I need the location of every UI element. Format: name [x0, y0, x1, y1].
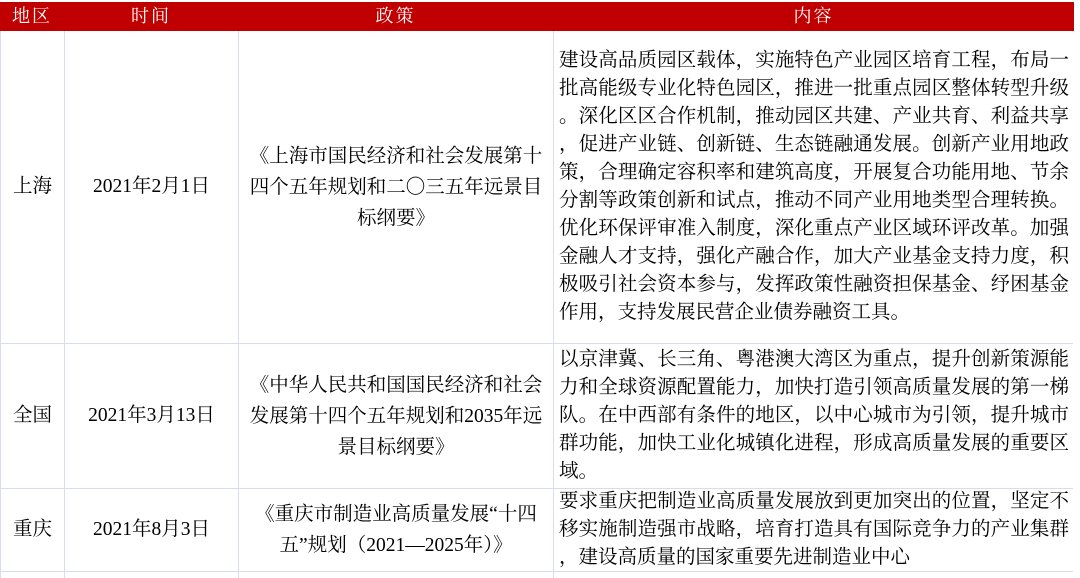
partial-next-row: [1, 572, 1073, 578]
content-cell: [554, 572, 1073, 578]
region-cell: [1, 572, 65, 578]
table-row-chongqing: [1, 489, 1073, 572]
header-cell-date: 时间: [131, 6, 171, 26]
header-cell-content: 内容: [793, 6, 834, 26]
region-cell: 全国: [1, 344, 65, 488]
table-row-national: [1, 344, 1073, 489]
region-cell: 重庆: [1, 489, 65, 571]
date-cell: [65, 572, 239, 578]
policy-cell: 《重庆市制造业高质量发展“十四五”规划（2021—2025年）》: [239, 489, 554, 571]
date-cell: 2021年8月3日: [65, 489, 239, 571]
content-cell: 建设高品质园区载体，实施特色产业园区培育工程，布局一批高能级专业化特色园区，推进一批重点园区整体转型升级。深化区区合作机制，推动园区共建、产业共育、利益共享，促进产业链、创新链、生态链融通发展。创新产业用地政策，合理确定容积率和建筑高度，开展复合功能用地、节余分割等政策创新和试点，推动不同产业用地类型合理转换。优化环保评审准入制度，深化重点产业区域环评改革。加强金融人才支持，强化产融合作，加大产业基金支持力度，积极吸引社会资本参与，发挥政策性融资担保基金、纾困基金作用，支持发展民营企业债券融资工具。: [559, 50, 1069, 323]
date-cell: 2021年2月1日: [65, 31, 239, 343]
policy-cell: [239, 572, 554, 578]
policy-table: [0, 2, 1073, 578]
content-cell: 以京津冀、长三角、粤港澳大湾区为重点，提升创新策源能力和全球资源配置能力，加快打造引领高质量发展的第一梯队。在中西部有条件的地区，以中心城市为引领，提升城市群功能，加快工业化城镇化进程，形成高质量发展的重要区域。: [559, 349, 1069, 482]
header-cell-policy: 政策: [375, 6, 416, 26]
region-cell: 上海: [1, 31, 65, 343]
table-row-shanghai: [1, 31, 1073, 344]
table-header-row: [0, 2, 1074, 31]
date-cell: 2021年3月13日: [65, 344, 239, 488]
policy-cell: 《上海市国民经济和社会发展第十四个五年规划和二〇三五年远景目标纲要》: [239, 31, 554, 343]
content-cell: 要求重庆把制造业高质量发展放到更加突出的位置，坚定不移实施制造强市战略，培育打造具有国际竞争力的产业集群，建设高质量的国家重要先进制造业中心: [559, 491, 1069, 568]
header-cell-region: 地区: [12, 6, 52, 26]
policy-cell: 《中华人民共和国国民经济和社会发展第十四个五年规划和2035年远景目标纲要》: [239, 344, 554, 488]
